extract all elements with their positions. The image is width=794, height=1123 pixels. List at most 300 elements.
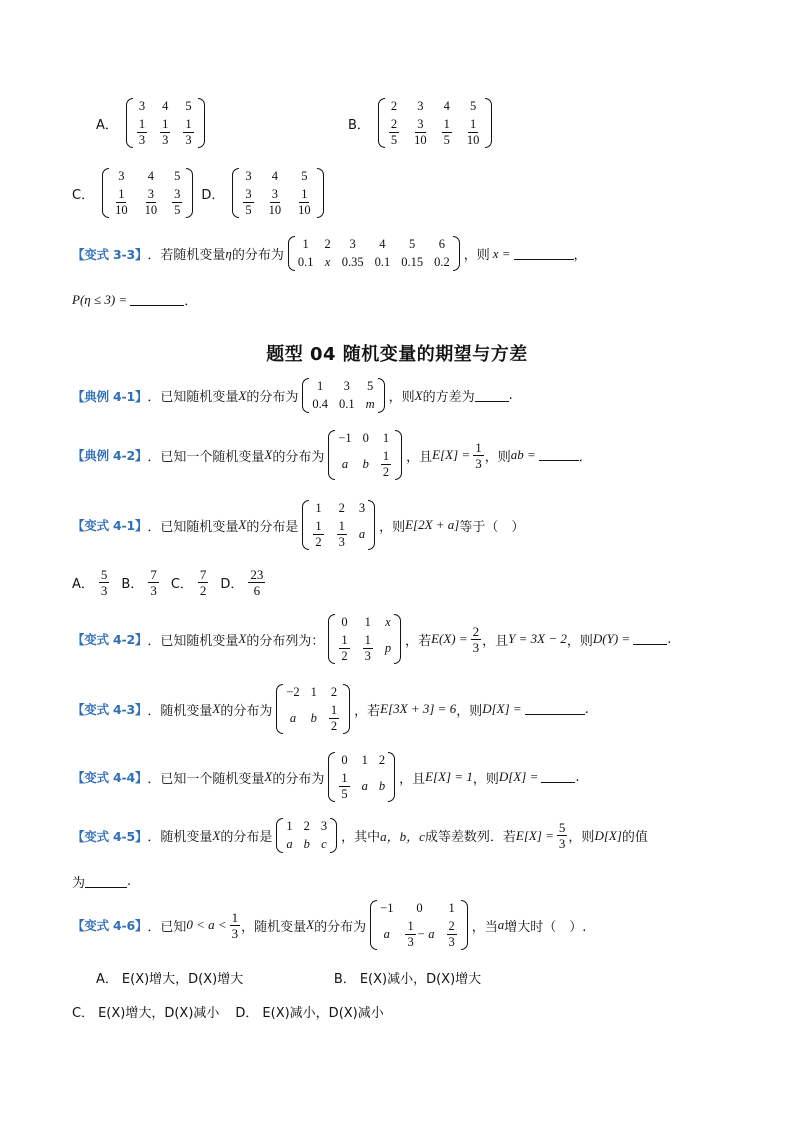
- bracket-left: [328, 430, 335, 480]
- value-cell: 1: [382, 431, 390, 445]
- numerator: 3: [271, 187, 278, 202]
- question-text: ，且: [406, 449, 433, 465]
- denominator: 3: [558, 836, 566, 852]
- denominator: 2: [330, 718, 338, 733]
- numerator: 1: [231, 909, 239, 925]
- question-v41-options: [72, 568, 266, 597]
- variable: X: [264, 769, 273, 785]
- fraction: [405, 920, 415, 948]
- numerator: 1: [315, 519, 322, 534]
- fraction: [137, 118, 147, 146]
- question-text: 成等差数列．若: [424, 830, 516, 846]
- probability-cell: [312, 520, 324, 548]
- probability-cell: 0.1: [338, 397, 355, 412]
- probability-cell: [328, 704, 340, 732]
- denominator: 2: [315, 534, 322, 549]
- value-cell: 1: [361, 753, 368, 767]
- question-text: ，且: [399, 771, 426, 787]
- bracket-right: [198, 98, 205, 148]
- question-text: 的方差为: [422, 390, 475, 406]
- probability-cell: [338, 772, 350, 800]
- fraction: [339, 634, 349, 662]
- probability-cell: [171, 188, 183, 216]
- numerator: 1: [443, 117, 450, 132]
- bracket-left: [102, 168, 109, 218]
- option-b-label[interactable]: B．: [333, 972, 356, 987]
- question-text: ，若: [354, 703, 381, 719]
- value-cell: −2: [286, 685, 300, 699]
- probability-cell: a: [383, 926, 390, 941]
- numerator: 1: [475, 439, 482, 455]
- probability-cell: [242, 188, 254, 216]
- question-text: 的分布为: [314, 919, 367, 935]
- section-title: 题型 04 随机变量的期望与方差: [266, 344, 528, 365]
- bracket-right: [330, 818, 337, 853]
- question-text: ，则: [472, 771, 499, 787]
- question-text: ．: [578, 449, 592, 465]
- value-cell: 6: [438, 237, 446, 251]
- bracket-right: [394, 614, 401, 664]
- probability-cell: m: [365, 397, 375, 412]
- question-text: ．已知随机变量: [147, 633, 239, 649]
- question-text: 的分布列为：: [246, 633, 325, 649]
- value-cell: 1: [448, 901, 455, 915]
- numerator: 5: [100, 567, 108, 582]
- probability-cell: 0.4: [312, 397, 328, 412]
- math-expression: D[X]: [594, 827, 622, 843]
- denominator: 2: [382, 464, 390, 479]
- fraction: [172, 188, 182, 216]
- numerator: 1: [341, 633, 348, 648]
- matrix-grid: [309, 378, 377, 413]
- value-cell: 1: [302, 237, 309, 251]
- probability-cell: [441, 118, 453, 146]
- value-cell: 0: [341, 753, 348, 767]
- value-cell: 4: [147, 169, 154, 183]
- question-text: 等于（ ）: [459, 519, 525, 535]
- denominator: 3: [138, 132, 146, 147]
- math-expression: P(η ≤ 3) =: [72, 291, 128, 307]
- fraction: [339, 772, 349, 800]
- answer-blank[interactable]: [475, 390, 509, 402]
- variable: X: [212, 827, 221, 843]
- question-tag: 【变式 4-4】: [72, 770, 148, 786]
- question-text: ，则: [388, 390, 415, 406]
- numerator: 1: [138, 117, 146, 132]
- value-cell: 1: [317, 379, 324, 393]
- numerator: 1: [382, 449, 390, 464]
- denominator: 10: [144, 202, 158, 217]
- option-b-label[interactable]: B．: [121, 577, 144, 592]
- value-cell: 3: [417, 99, 424, 113]
- value-cell: 5: [409, 237, 416, 251]
- math-expression: E[2X + a]: [405, 517, 460, 533]
- fraction: [337, 520, 347, 548]
- question-text: .: [667, 631, 672, 647]
- probability-cell: [142, 188, 161, 216]
- option-d-fraction: [248, 568, 265, 597]
- bracket-right: [368, 500, 375, 550]
- value-cell: 5: [470, 99, 477, 113]
- probability-cell: [464, 118, 483, 146]
- question-text: .: [127, 874, 132, 889]
- probability-cell: [380, 450, 392, 478]
- probability-cell: 0.15: [401, 255, 424, 270]
- probability-cell: p: [384, 640, 392, 655]
- value-cell: −1: [380, 901, 394, 915]
- matrix-grid: [385, 98, 486, 148]
- matrix-grid: [335, 430, 395, 480]
- question-text: .: [575, 769, 580, 785]
- distribution-matrix: [232, 168, 323, 218]
- option-c-text[interactable]: E(X)增大，D(X)减小: [98, 1006, 220, 1021]
- bracket-left: [126, 98, 133, 148]
- value-cell: 3: [118, 169, 125, 183]
- question-text: ．已知一个随机变量: [147, 771, 265, 787]
- denominator: 3: [185, 132, 192, 147]
- probability-cell: a: [361, 778, 368, 793]
- math-expression: E[X] =: [432, 447, 471, 463]
- bracket-right: [378, 378, 385, 413]
- question-text: ．已知随机变量: [147, 390, 239, 406]
- question-text: ，则: [484, 449, 511, 465]
- fraction: [160, 118, 170, 146]
- option-label: C．: [72, 187, 95, 203]
- bracket-right: [485, 98, 492, 148]
- question-tag: 【变式 4-2】: [72, 632, 148, 648]
- fraction: [381, 450, 391, 478]
- probability-cell: 0.1: [374, 255, 391, 270]
- value-cell: 0: [362, 431, 369, 445]
- question-tag: 【变式 3-3】: [72, 246, 148, 262]
- math-expression: x =: [492, 245, 511, 261]
- fraction: [557, 821, 568, 850]
- value-cell: 1: [315, 501, 322, 515]
- value-cell: 2: [324, 237, 331, 251]
- distribution-matrix: [328, 752, 395, 802]
- numerator: 1: [470, 117, 477, 132]
- probability-cell: [159, 118, 171, 146]
- question-text: ．若随机变量: [147, 248, 226, 264]
- probability-cell: x: [324, 255, 331, 270]
- math-expression: Y = 3X − 2: [508, 631, 567, 647]
- denominator: 5: [443, 132, 450, 147]
- option-d-label[interactable]: D．: [220, 577, 244, 592]
- variable: X: [306, 917, 315, 933]
- math-expression: D(Y) =: [592, 631, 631, 647]
- option-c-label[interactable]: C．: [170, 577, 193, 592]
- question-text: 的分布为: [220, 703, 273, 719]
- question-v45-line2: [72, 872, 131, 891]
- question-text: .: [508, 388, 513, 404]
- denominator: 3: [338, 534, 345, 549]
- question-v46: [72, 900, 586, 950]
- answer-blank[interactable]: [85, 876, 127, 888]
- question-tag: 【变式 4-3】: [72, 702, 148, 718]
- fraction: [183, 118, 193, 146]
- bracket-left: [302, 378, 309, 413]
- numerator: 1: [162, 117, 169, 132]
- probability-cell: [388, 118, 400, 146]
- value-cell: 2: [390, 99, 398, 113]
- bracket-left: [232, 168, 239, 218]
- value-cell: 3: [245, 169, 252, 183]
- prev-option-a: [96, 98, 209, 148]
- question-tag: 【变式 4-5】: [72, 828, 148, 844]
- option-a-fraction: [99, 568, 110, 597]
- distribution-matrix: [328, 614, 401, 664]
- numerator: 3: [245, 187, 252, 202]
- variable: X: [238, 631, 247, 647]
- value-cell: 5: [174, 169, 181, 183]
- matrix-grid: [239, 168, 316, 218]
- fraction: [471, 625, 482, 654]
- fraction: [473, 441, 484, 470]
- bracket-right: [388, 752, 395, 802]
- denominator: 10: [268, 202, 282, 217]
- question-tag: 【变式 4-6】: [72, 918, 148, 934]
- denominator: 10: [115, 202, 128, 217]
- value-cell: 4: [271, 169, 278, 183]
- value-cell: 5: [366, 379, 374, 393]
- distribution-matrix: [288, 236, 460, 271]
- question-text: ，则: [463, 248, 490, 264]
- value-cell: 3: [320, 819, 328, 833]
- question-text: 的分布为: [272, 449, 325, 465]
- matrix-grid: [309, 500, 368, 550]
- question-text: 的分布为: [272, 771, 325, 787]
- option-b-text[interactable]: E(X)减小，D(X)增大: [359, 972, 482, 987]
- probability-cell: b: [362, 456, 369, 471]
- numerator: 2: [472, 623, 480, 639]
- fraction: [329, 704, 339, 732]
- denominator: 3: [100, 583, 108, 598]
- question-text: ，当: [471, 919, 498, 935]
- fraction: [447, 920, 457, 948]
- variable: a: [497, 917, 505, 933]
- distribution-matrix: [102, 168, 193, 218]
- denominator: 5: [390, 132, 398, 147]
- numerator: 7: [150, 567, 157, 582]
- question-d42: [72, 430, 592, 480]
- denominator: 3: [231, 925, 239, 941]
- denominator: 2: [199, 583, 207, 598]
- question-text: .: [584, 701, 589, 717]
- variable: X: [238, 517, 247, 533]
- fraction: [230, 911, 241, 940]
- fraction: [442, 118, 452, 146]
- value-cell: 0: [341, 615, 348, 629]
- question-text: ，: [573, 248, 587, 264]
- question-tag: 【典例 4-2】: [72, 448, 148, 464]
- variable: X: [414, 387, 423, 403]
- fraction: [389, 118, 399, 146]
- answer-blank[interactable]: [541, 771, 575, 783]
- distribution-matrix: [378, 98, 493, 148]
- bracket-right: [317, 168, 324, 218]
- probability-cell: [336, 520, 348, 548]
- question-text: 为: [72, 876, 86, 891]
- question-v43: [72, 684, 589, 734]
- question-v41: [72, 500, 524, 550]
- denominator: 10: [298, 202, 311, 217]
- value-cell: 0: [416, 901, 423, 915]
- question-text: ．: [184, 294, 198, 309]
- value-cell: −1: [338, 431, 352, 445]
- value-cell: 4: [379, 237, 386, 251]
- option-b-fraction: [148, 568, 159, 597]
- expression-tail: − a: [416, 926, 435, 941]
- value-cell: 2: [303, 819, 310, 833]
- question-text: ，且: [482, 633, 509, 649]
- denominator: 3: [448, 934, 455, 949]
- probability-cell: b: [303, 837, 310, 852]
- option-a-label[interactable]: A．: [96, 972, 118, 987]
- question-text: 的分布是: [246, 519, 299, 535]
- bracket-left: [370, 900, 377, 950]
- denominator: 3: [475, 455, 482, 471]
- probability-cell: [136, 118, 148, 146]
- probability-cell: [295, 188, 314, 216]
- probability-cell: b: [310, 710, 317, 725]
- value-cell: 3: [138, 99, 146, 113]
- question-text: 增大时（ ）.: [504, 919, 587, 935]
- fraction: [296, 188, 313, 216]
- option-d-label[interactable]: D．: [235, 1006, 259, 1021]
- value-cell: 1: [310, 685, 317, 699]
- question-v44: [72, 752, 580, 802]
- variable: η: [225, 245, 232, 261]
- probability-cell: a: [341, 456, 349, 471]
- probability-cell: [182, 118, 194, 146]
- answer-blank[interactable]: [539, 449, 579, 461]
- answer-blank[interactable]: [130, 294, 184, 306]
- math-expression: E(X) =: [431, 631, 468, 647]
- matrix-grid: [295, 236, 453, 271]
- value-cell: 3: [349, 237, 356, 251]
- numerator: 3: [147, 187, 154, 202]
- option-d-text[interactable]: E(X)减小，D(X)减小: [262, 1006, 384, 1021]
- numerator: 3: [417, 117, 424, 132]
- probability-cell: a: [289, 710, 297, 725]
- probability-cell: [112, 188, 131, 216]
- numerator: 5: [558, 820, 566, 836]
- value-cell: 1: [286, 819, 293, 833]
- fraction: [313, 520, 323, 548]
- math-expression: E[X] = 1: [425, 769, 473, 785]
- bracket-right: [453, 236, 460, 271]
- probability-cell: 0.35: [341, 255, 364, 270]
- question-text: ．已知一个随机变量: [147, 449, 265, 465]
- fraction: [243, 188, 253, 216]
- math-expression: a，b，c: [380, 829, 425, 845]
- answer-blank[interactable]: [633, 633, 667, 645]
- option-a-text[interactable]: E(X)增大，D(X)增大: [121, 972, 244, 987]
- fraction: [267, 188, 284, 216]
- numerator: 1: [118, 187, 125, 202]
- denominator: 6: [253, 583, 261, 598]
- probability-cell: [446, 920, 458, 948]
- bracket-left: [276, 818, 283, 853]
- numerator: 1: [364, 633, 371, 648]
- probability-cell: 0.1: [297, 255, 314, 270]
- question-text: 的分布是: [220, 830, 273, 846]
- fraction: [412, 118, 429, 146]
- math-expression: 0 < a <: [186, 917, 227, 933]
- denominator: 10: [466, 132, 480, 147]
- value-cell: 5: [185, 99, 192, 113]
- answer-blank[interactable]: [514, 248, 574, 260]
- denominator: 2: [341, 648, 348, 663]
- value-cell: 1: [364, 615, 371, 629]
- variable: X: [212, 701, 221, 717]
- math-expression: D[X] =: [498, 769, 539, 785]
- question-text: 的分布为: [231, 248, 284, 264]
- option-label: D．: [201, 187, 225, 203]
- question-d41: [72, 378, 513, 413]
- matrix-grid: [377, 900, 461, 950]
- value-cell: 4: [443, 99, 450, 113]
- denominator: 5: [245, 202, 252, 217]
- math-expression: E[X] =: [515, 827, 554, 843]
- numerator: 23: [250, 567, 264, 582]
- numerator: 7: [199, 567, 207, 582]
- matrix-grid: [283, 818, 330, 853]
- question-text: ，随机变量: [241, 919, 307, 935]
- question-v46-options-1: [96, 968, 481, 987]
- distribution-matrix: [276, 684, 350, 734]
- bracket-left: [328, 614, 335, 664]
- probability-cell: c: [321, 837, 327, 852]
- variable: X: [238, 387, 247, 403]
- numerator: 1: [185, 117, 192, 132]
- numerator: 1: [407, 919, 414, 934]
- question-v45: [72, 818, 648, 853]
- fraction: [465, 118, 482, 146]
- option-label: A．: [96, 117, 118, 133]
- numerator: 3: [174, 187, 181, 202]
- probability-cell: [404, 920, 434, 948]
- question-text: ．已知随机变量: [147, 519, 239, 535]
- value-cell: 4: [162, 99, 169, 113]
- fraction: [113, 188, 130, 216]
- option-a-label[interactable]: A．: [72, 577, 94, 592]
- bracket-right: [343, 684, 350, 734]
- bracket-left: [288, 236, 295, 271]
- matrix-grid: [335, 752, 388, 802]
- option-c-label[interactable]: C．: [72, 1006, 95, 1021]
- bracket-right: [186, 168, 193, 218]
- numerator: 2: [390, 117, 398, 132]
- question-text: 的分布为: [246, 390, 299, 406]
- numerator: 1: [301, 187, 308, 202]
- question-tag: 【变式 4-1】: [72, 518, 148, 534]
- distribution-matrix: [302, 500, 375, 550]
- probability-cell: a: [358, 526, 366, 541]
- question-text: ，则: [568, 830, 595, 846]
- numerator: 1: [338, 519, 345, 534]
- question-text: ，则: [566, 633, 593, 649]
- distribution-matrix: [328, 430, 402, 480]
- answer-blank[interactable]: [525, 703, 585, 715]
- question-tag: 【典例 4-1】: [72, 388, 148, 404]
- value-cell: x: [385, 615, 391, 629]
- bracket-left: [302, 500, 309, 550]
- value-cell: 5: [301, 169, 308, 183]
- probability-cell: [362, 634, 374, 662]
- probability-cell: b: [378, 778, 386, 793]
- denominator: 3: [472, 639, 480, 655]
